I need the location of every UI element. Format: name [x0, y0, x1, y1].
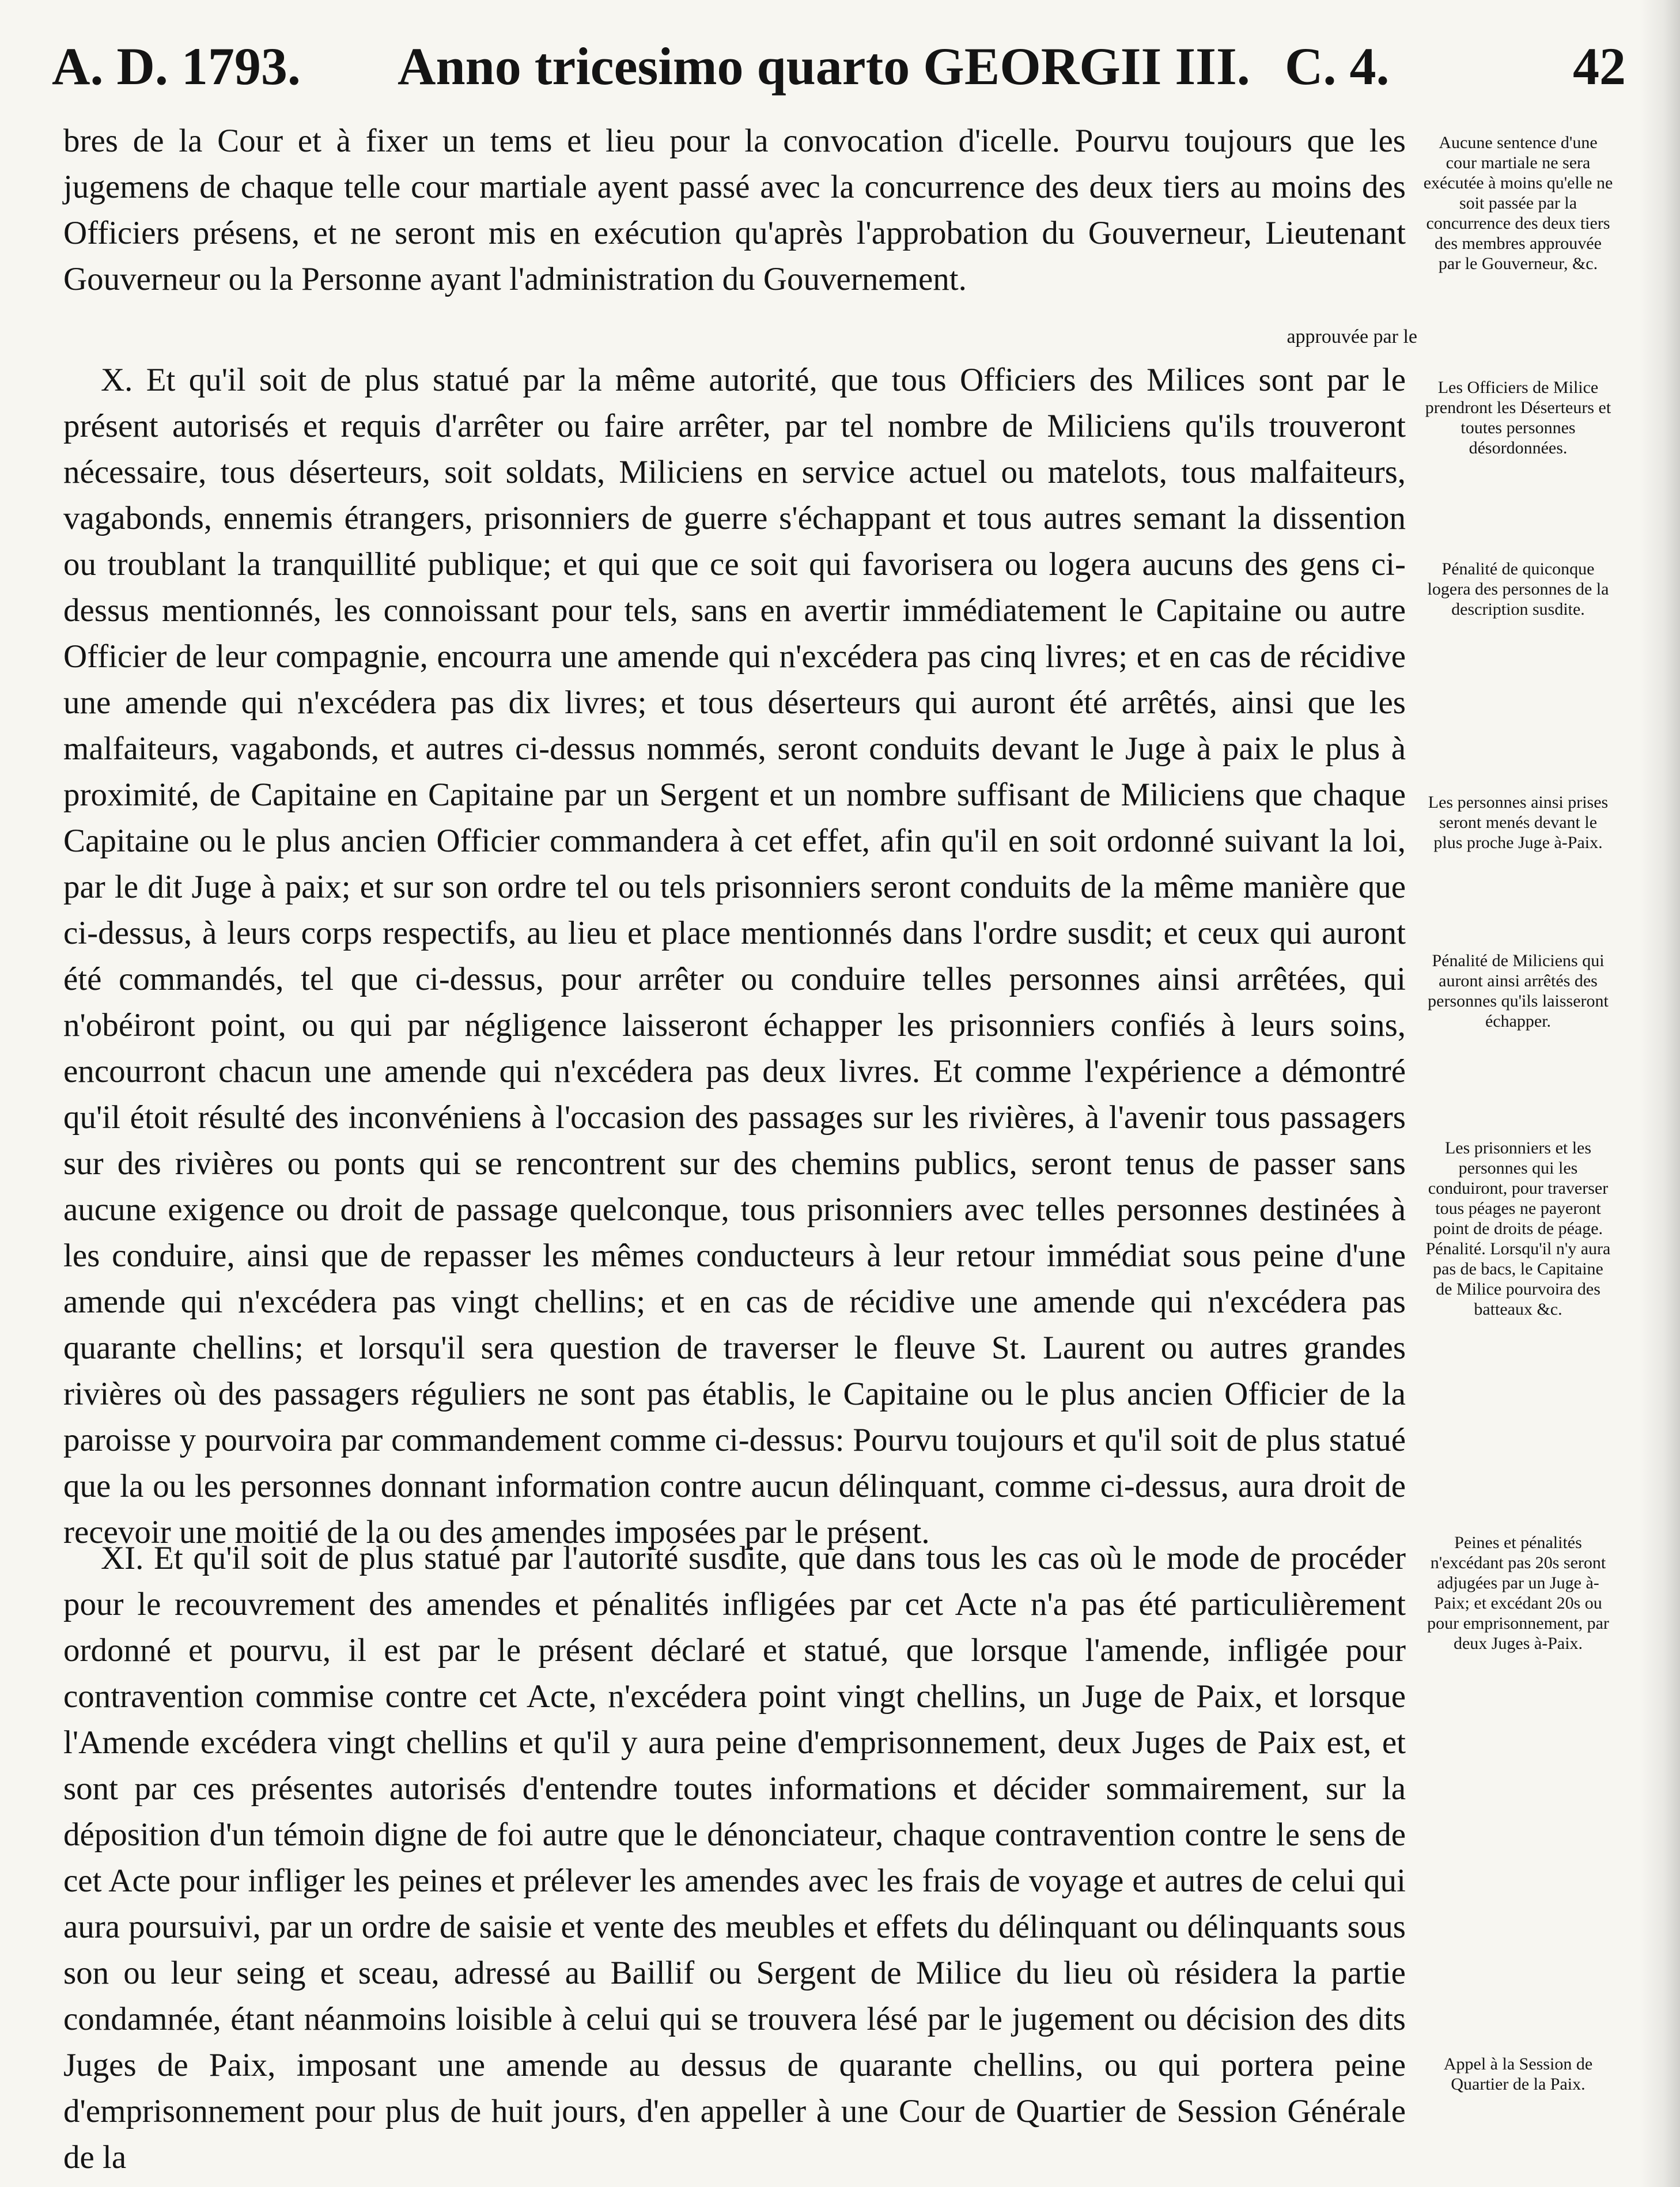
running-header — [52, 35, 1630, 98]
header-year: A. D. 1793. — [52, 37, 301, 96]
margin-note: Pénalité de quiconque logera des personnes de la description susdite. — [1427, 559, 1609, 619]
section-x — [63, 357, 1406, 1556]
paragraph-text: bres de la Cour et à fixer un tems et lieu pour la convocation d'icelle. Pourvu toujours que les jugemens de chaque telle cour martiale ayent passé avec la concurrence des deux tiers au moins des Officiers présens, et ne seront mis en exécution qu'après l'approbation du Gouverneur, Lieutenant Gouverneur ou la Personne ayant l'administration du Gouvernement. — [63, 123, 1406, 297]
body-paragraph-continuation — [63, 118, 1406, 302]
page-number: 42 — [1573, 37, 1626, 96]
page-edge-shadow — [1640, 0, 1680, 2187]
margin-note: Aucune sentence d'une cour martiale ne sera exécutée à moins qu'elle ne soit passée par la concurrence des deux tiers des membres approuvée par le Gouverneur, &c. — [1423, 133, 1613, 273]
margin-note: Appel à la Session de Quartier de la Paix. — [1443, 2054, 1593, 2094]
margin-note: Pénalité de Miliciens qui auront ainsi arrêtés des personnes qu'ils laisseront échapper. — [1428, 951, 1609, 1031]
catchword: approuvée par le — [1287, 326, 1417, 347]
margin-note: Les prisonniers et les personnes qui les conduiront, pour traverser tous péages ne payeront point de droits de péage. Pénalité. Lorsqu'il n'y aura pas de bacs, le Capitaine de Milice pourvoira des batteaux &c. — [1425, 1138, 1611, 1319]
section-xi-text: XI. Et qu'il soit de plus statué par l'autorité susdite, que dans tous les cas où le mode de procéder pour le recouvrement des amendes et pénalités infligées par cet Acte n'a pas été particulièrement ordonné et pourvu, il est par le présent déclaré et statué, que lorsque l'amende, infligée pour contravention commise contre cet Acte, n'excédera point vingt chellins, un Juge de Paix, et lorsque l'Amende excédera vingt chellins et qu'il y aura peine d'emprisonnement, deux Juges de Paix est, et sont par ces présentes autorisés d'entendre toutes informations et décider sommairement, sur la déposition d'un témoin digne de foi autre que le dénonciateur, chaque contravention contre le sens de cet Acte pour infliger les peines et prélever les amendes avec les frais de voyage et autres de celui qui aura poursuivi, par un ordre de saisie et vente des meubles et effets du délinquant ou délinquants sous son ou leur seing et sceau, adressé au Baillif ou Sergent de Milice du lieu où résidera la partie condamnée, étant néanmoins loisible à celui qui se trouvera lésé par le jugement ou décision des dits Juges de Paix, imposant une amende au dessus de quarante chellins, ou qui portera peine d'emprisonnement pour plus de huit jours, d'en appeller à une Cour de Quartier de Session Générale de la — [63, 1540, 1406, 2175]
section-xi — [63, 1535, 1406, 2181]
margin-note: Les personnes ainsi prises seront menés devant le plus proche Juge à-Paix. — [1428, 793, 1609, 852]
section-x-text: X. Et qu'il soit de plus statué par la même autorité, que tous Officiers des Milices sont par le présent autorisés et requis d'arrêter ou faire arrêter, par tel nombre de Miliciens qu'ils trouveront nécessaire, tous déserteurs, soit soldats, Miliciens en service actuel ou matelots, tous malfaiteurs, vagabonds, ennemis étrangers, prisonniers de guerre s'échappant et tous autres semant la dissention ou troublant la tranquillité publique; et qui que ce soit qui favorisera ou logera aucuns des gens ci-dessus mentionnés, les connoissant pour tels, sans en avertir immédiatement le Capitaine ou autre Officier de leur compagnie, encourra une amende qui n'excédera pas cinq livres; et en cas de récidive une amende qui n'excédera pas dix livres; et tous déserteurs qui auront été arrêtés, ainsi que les malfaiteurs, vagabonds, et autres ci-dessus nommés, seront conduits devant le Juge à paix le plus à proximité, de Capitaine en Capitaine par un Sergent et un nombre suffisant de Miliciens que chaque Capitaine ou le plus ancien Officier commandera à cet effet, afin qu'il en soit ordonné suivant la loi, par le dit Juge à paix; et sur son ordre tel ou tels prisonniers seront conduits de la même manière que ci-dessus, à leurs corps respectifs, au lieu et place mentionnés dans l'ordre susdit; et ceux qui auront été commandés, tel que ci-dessus, pour arrêter ou conduire telles personnes ainsi arrêtées, qui n'obéiront point, ou qui par négligence laisseront échapper les prisonniers confiés à leurs soins, encourront chacun une amende qui n'excédera pas deux livres. Et comme l'expérience a démontré qu'il étoit résulté des inconvéniens à l'occasion des passages sur les rivières, à l'avenir tous passagers sur des rivières ou ponts qui se rencontrent sur des chemins publics, seront tenus de passer sans aucune exigence ou droit de passage quelconque, tous prisonniers avec telles personnes destinées à les conduire, ainsi que de repasser les mêmes conducteurs à leur retour immédiat sous peine d'une amende qui n'excédera pas vingt chellins; et en cas de récidive une amende qui n'excédera pas quarante chellins; et lorsqu'il sera question de traverser le fleuve St. Laurent ou autres grandes rivières où des passagers réguliers ne sont pas établis, le Capitaine ou le plus ancien Officier de la paroisse y pourvoira par commandement comme ci-dessus: Pourvu toujours et qu'il soit de plus statué que la ou les personnes donnant information contre aucun délinquant, comme ci-dessus, aura droit de recevoir une moitié de la ou des amendes imposées par le présent. — [63, 362, 1406, 1550]
header-title: Anno tricesimo quarto GEORGII III. — [398, 37, 1250, 96]
margin-note: Les Officiers de Milice prendront les Déserteurs et toutes personnes désordonnées. — [1425, 378, 1611, 457]
header-chapter: C. 4. — [1285, 37, 1390, 96]
margin-note: Peines et pénalités n'excédant pas 20s seront adjugées par un Juge à-Paix; et excédant 20s ou pour emprisonnement, par deux Juges à-Paix. — [1427, 1533, 1609, 1653]
